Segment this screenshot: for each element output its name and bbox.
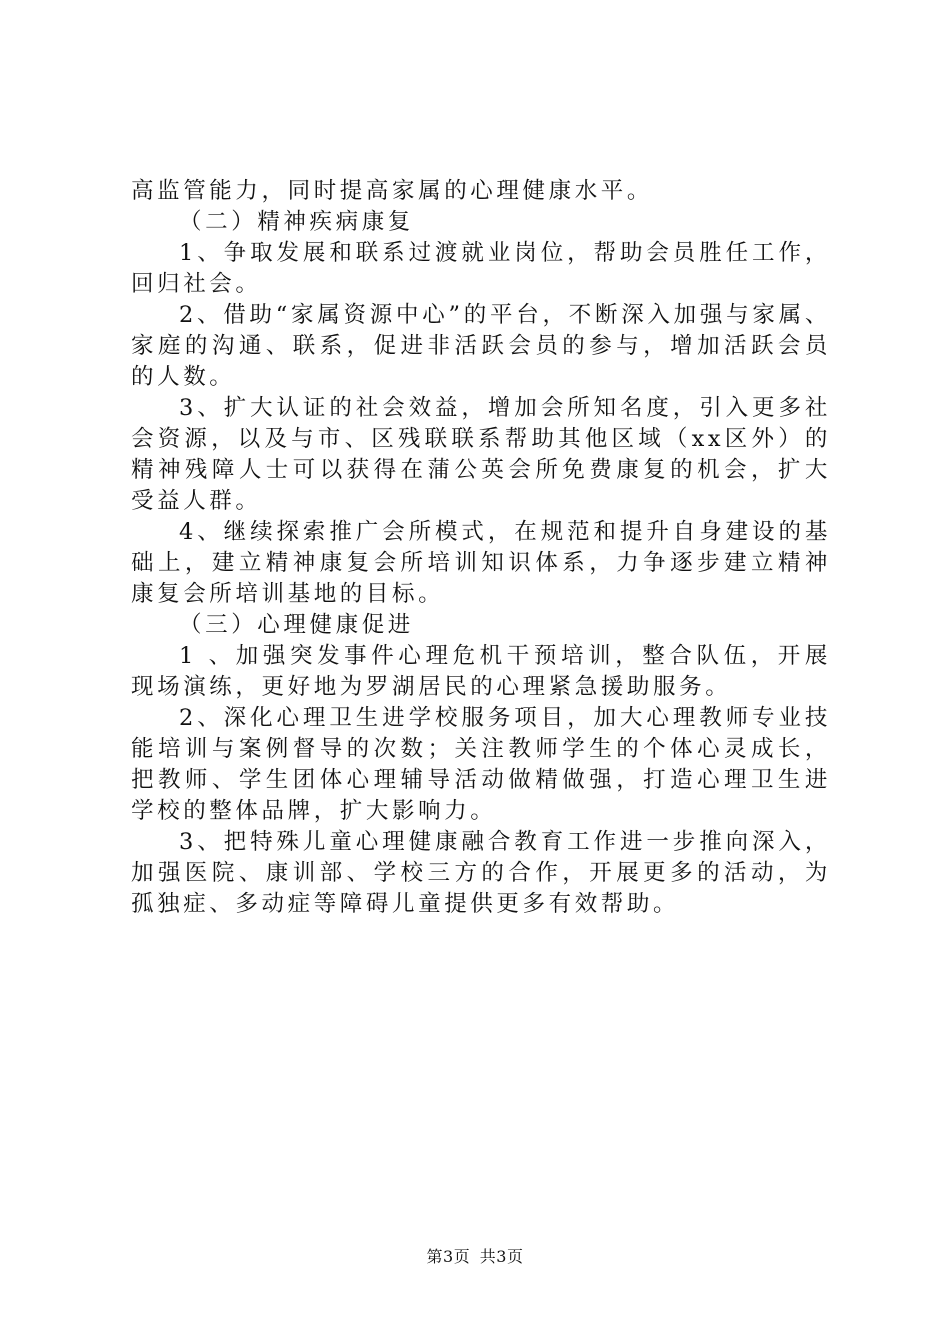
list-item: 1、争取发展和联系过渡就业岗位，帮助会员胜任工作，回归社会。 — [131, 240, 831, 297]
list-item: 3、把特殊儿童心理健康融合教育工作进一步推向深入，加强医院、康训部、学校三方的合作，开展更多的活动，为孤独症、多动症等障碍儿童提供更多有效帮助。 — [131, 829, 831, 917]
page-total: 共3页 — [479, 1247, 524, 1266]
list-item: 2、深化心理卫生进学校服务项目，加大心理教师专业技能培训与案例督导的次数；关注教师学生的个体心灵成长，把教师、学生团体心理辅导活动做精做强，打造心理卫生进学校的整体品牌，扩大影响力。 — [131, 705, 831, 824]
document-body — [131, 176, 831, 920]
section-heading-mental-health-promotion: （三）心理健康促进 — [179, 612, 414, 638]
list-item: 4、继续探索推广会所模式，在规范和提升自身建设的基础上，建立精神康复会所培训知识体系，力争逐步建立精神康复会所培训基地的目标。 — [131, 519, 831, 607]
list-item: 1 、加强突发事件心理危机干预培训，整合队伍，开展现场演练，更好地为罗湖居民的心理紧急援助服务。 — [131, 643, 831, 700]
list-item: 3、扩大认证的社会效益，增加会所知名度，引入更多社会资源，以及与市、区残联联系帮助其他区域（xx区外）的精神残障人士可以获得在蒲公英会所免费康复的机会，扩大受益人群。 — [131, 395, 831, 514]
page-number: 第3页 — [426, 1247, 471, 1266]
page-footer — [0, 1244, 950, 1267]
continuation-paragraph: 高监管能力，同时提高家属的心理健康水平。 — [131, 178, 654, 204]
section-heading-mental-illness-rehab: （二）精神疾病康复 — [179, 209, 414, 235]
list-item: 2、借助“家属资源中心”的平台，不断深入加强与家属、家庭的沟通、联系，促进非活跃会员的参与，增加活跃会员的人数。 — [131, 302, 831, 390]
